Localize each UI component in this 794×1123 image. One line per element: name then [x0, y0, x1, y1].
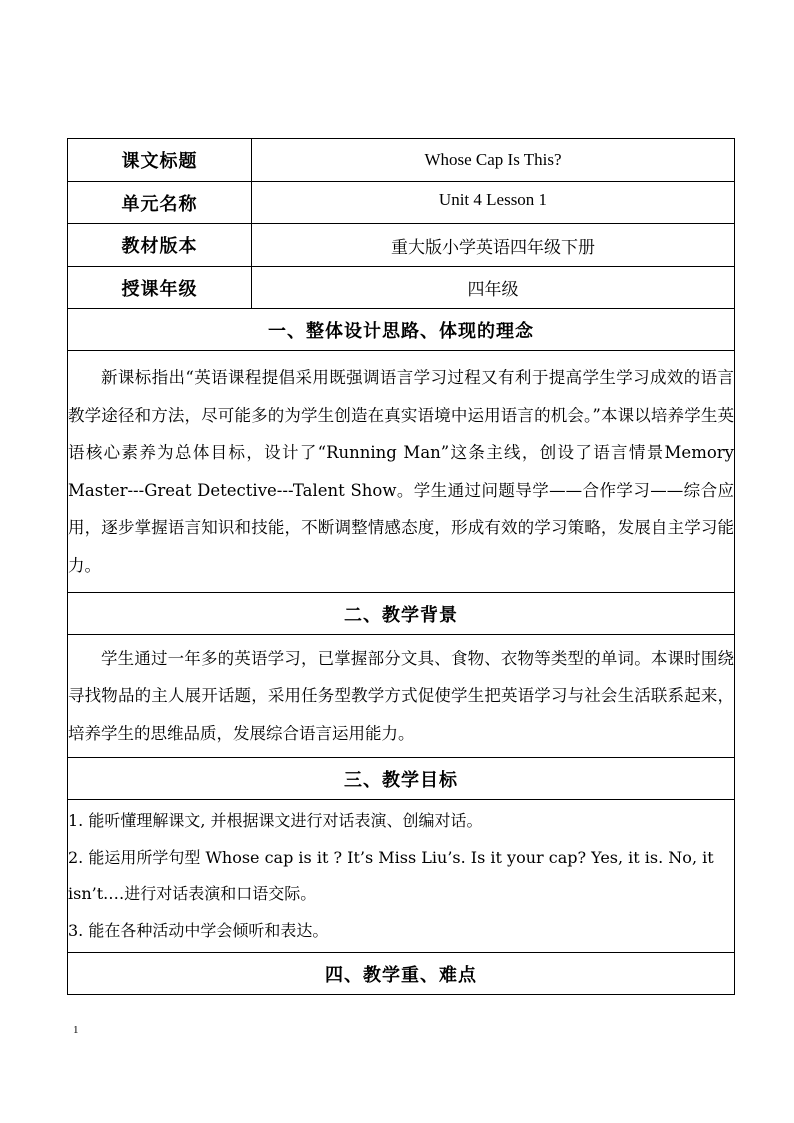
info-value: 重大版小学英语四年级下册	[252, 224, 735, 267]
page-number: 1	[73, 1024, 79, 1036]
info-row-unit	[68, 182, 735, 224]
section-heading-row	[68, 593, 735, 635]
section-heading-background: 二、教学背景	[68, 593, 735, 635]
section-body-row	[68, 351, 735, 593]
section-heading-objectives: 三、教学目标	[68, 758, 735, 800]
section-heading-key-points: 四、教学重、难点	[68, 953, 735, 995]
objective-item: 1. 能听懂理解课文, 并根据课文进行对话表演、创编对话。	[68, 811, 483, 830]
section-heading-row	[68, 953, 735, 995]
info-value: Whose Cap Is This?	[252, 139, 735, 182]
section-heading-row	[68, 758, 735, 800]
background-paragraph-cell	[68, 635, 735, 758]
design-paragraph-cell	[68, 351, 735, 593]
info-label: 教材版本	[68, 224, 252, 267]
objective-item: 2. 能运用所学句型 Whose cap is it ? It’s Miss Liu’s. Is it your cap? Yes, it is. No, it isn’t.…进行对话表演和口语交际。	[68, 848, 714, 903]
info-row-title	[68, 139, 735, 182]
lesson-plan-table	[67, 138, 735, 995]
section-body-row	[68, 635, 735, 758]
section-heading-row	[68, 309, 735, 351]
background-paragraph: 学生通过一年多的英语学习，已掌握部分文具、食物、衣物等类型的单词。本课时围绕寻找物品的主人展开话题，采用任务型教学方式促使学生把英语学习与社会生活联系起来，培养学生的思维品质，发展综合语言运用能力。	[68, 648, 734, 743]
info-label: 课文标题	[68, 139, 252, 182]
objectives-cell	[68, 800, 735, 953]
section-heading-design: 一、整体设计思路、体现的理念	[68, 309, 735, 351]
design-paragraph: 新课标指出“英语课程提倡采用既强调语言学习过程又有利于提高学生学习成效的语言教学途径和方法，尽可能多的为学生创造在真实语境中运用语言的机会。”本课以培养学生英语核心素养为总体目标，设计了“Running Man”这条主线，创设了语言情景Memory Master---Great Detective---Talent Show。学生通过问题导学——合作学习——综合应用，逐步掌握语言知识和技能，不断调整情感态度，形成有效的学习策略，发展自主学习能力。	[68, 368, 734, 575]
info-label: 授课年级	[68, 267, 252, 309]
objective-item: 3. 能在各种活动中学会倾听和表达。	[68, 921, 329, 940]
info-label: 单元名称	[68, 182, 252, 224]
section-body-row	[68, 800, 735, 953]
info-row-grade	[68, 267, 735, 309]
info-value: 四年级	[252, 267, 735, 309]
info-row-edition	[68, 224, 735, 267]
info-value: Unit 4 Lesson 1	[252, 182, 735, 224]
